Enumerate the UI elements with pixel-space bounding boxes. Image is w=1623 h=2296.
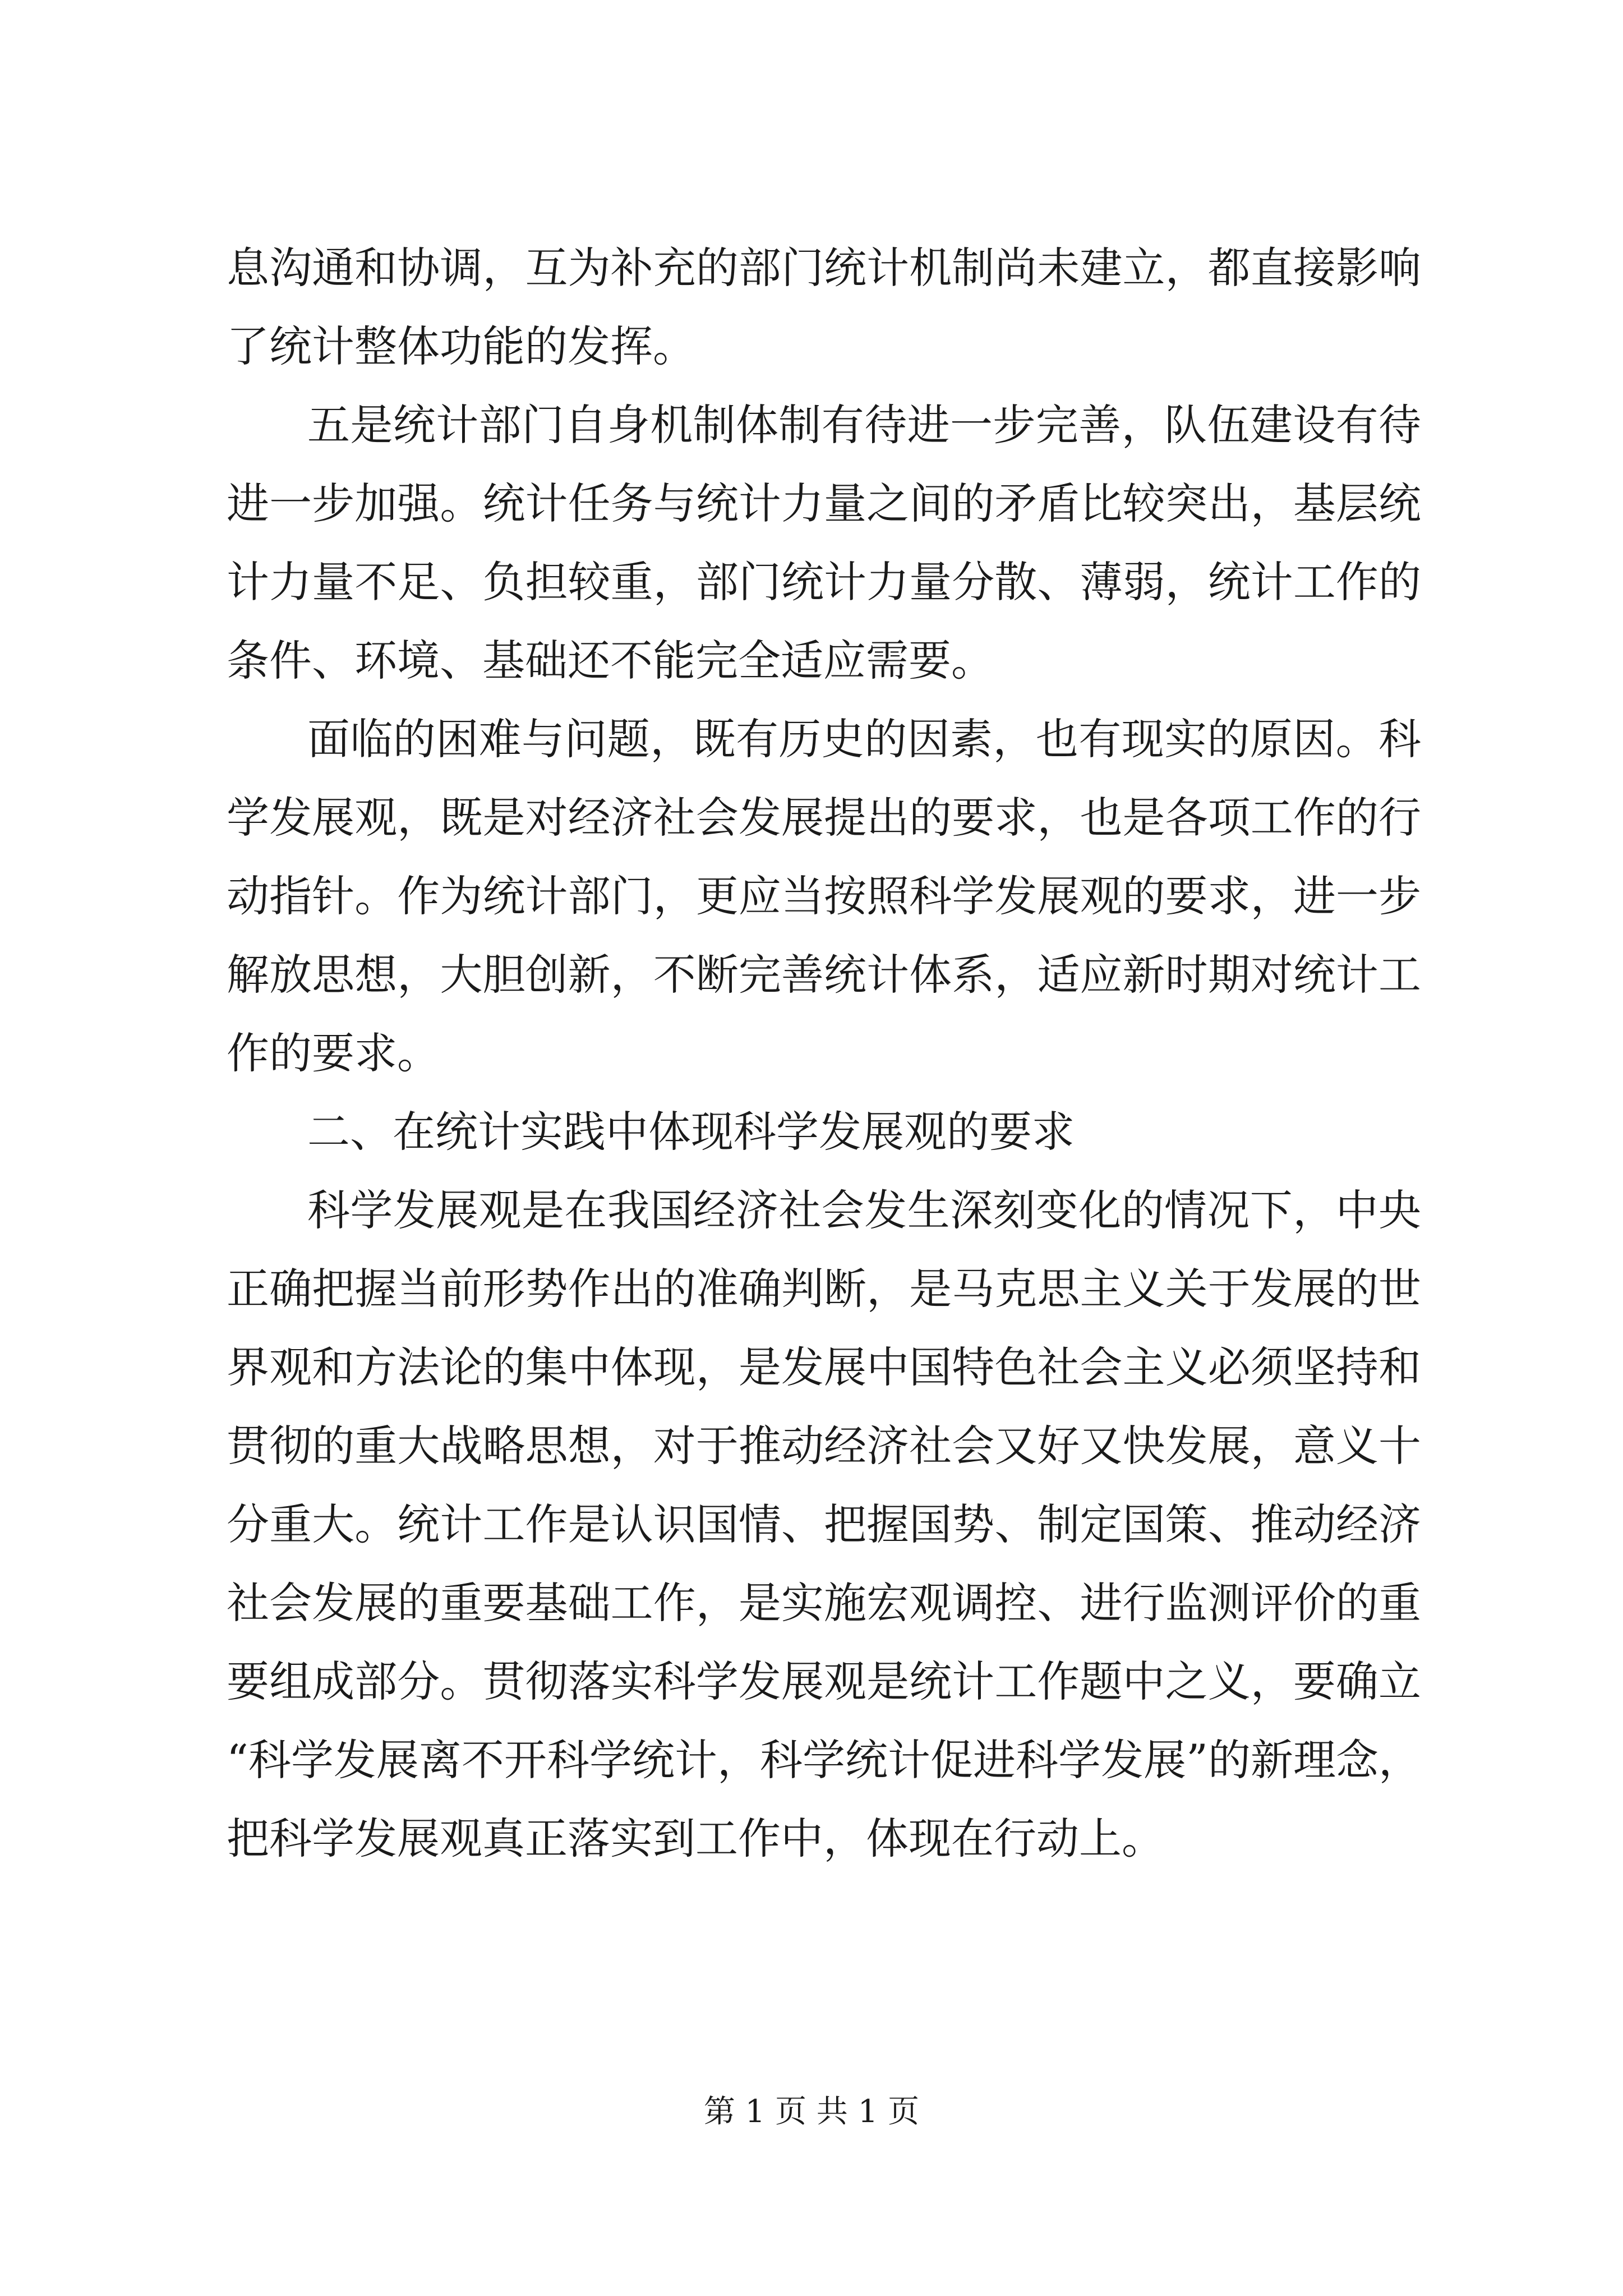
page-number-footer: 第 1 页 共 1 页 [703, 2093, 920, 2130]
paragraph-5-line-1: 五是统计部门自身机制体制有待进一步完善，队伍建设有待 [307, 400, 1421, 450]
paragraph-6-line-2: 学发展观，既是对经济社会发展提出的要求，也是各项工作的行 [227, 793, 1421, 843]
paragraph-5-line-2: 进一步加强。统计任务与统计力量之间的矛盾比较突出，基层统 [227, 478, 1421, 528]
paragraph-5-line-4: 条件、环境、基础还不能完全适应需要。 [227, 636, 994, 685]
paragraph-6-line-5: 作的要求。 [227, 1028, 440, 1078]
paragraph-7-line-1: 科学发展观是在我国经济社会发生深刻变化的情况下，中央 [307, 1185, 1421, 1235]
paragraph-7-line-9: 把科学发展观真正落实到工作中，体现在行动上。 [227, 1814, 1164, 1864]
paragraph-6-line-1: 面临的困难与问题，既有历史的因素，也有现实的原因。科 [307, 714, 1421, 764]
paragraph-6-line-4: 解放思想，大胆创新，不断完善统计体系，适应新时期对统计工 [227, 950, 1421, 1000]
section-heading: 二、在统计实践中体现科学发展观的要求 [307, 1107, 1075, 1157]
paragraph-7-line-2: 正确把握当前形势作出的准确判断，是马克思主义关于发展的世 [227, 1264, 1421, 1314]
paragraph-7-line-3: 界观和方法论的集中体现，是发展中国特色社会主义必须坚持和 [227, 1342, 1421, 1392]
paragraph-6-line-3: 动指针。作为统计部门，更应当按照科学发展观的要求，进一步 [227, 871, 1421, 921]
paragraph-7-line-8: “科学发展离不开科学统计，科学统计促进科学发展”的新理念， [227, 1735, 1421, 1785]
body-line-1: 息沟通和协调，互为补充的部门统计机制尚未建立，都直接影响 [227, 243, 1421, 293]
paragraph-7-line-7: 要组成部分。贯彻落实科学发展观是统计工作题中之义，要确立 [227, 1657, 1421, 1706]
body-line-2: 了统计整体功能的发挥。 [227, 321, 695, 371]
paragraph-7-line-4: 贯彻的重大战略思想，对于推动经济社会又好又快发展，意义十 [227, 1421, 1421, 1471]
paragraph-5-line-3: 计力量不足、负担较重，部门统计力量分散、薄弱，统计工作的 [227, 557, 1421, 607]
paragraph-7-line-5: 分重大。统计工作是认识国情、把握国势、制定国策、推动经济 [227, 1499, 1421, 1549]
paragraph-7-line-6: 社会发展的重要基础工作，是实施宏观调控、进行监测评价的重 [227, 1578, 1421, 1628]
